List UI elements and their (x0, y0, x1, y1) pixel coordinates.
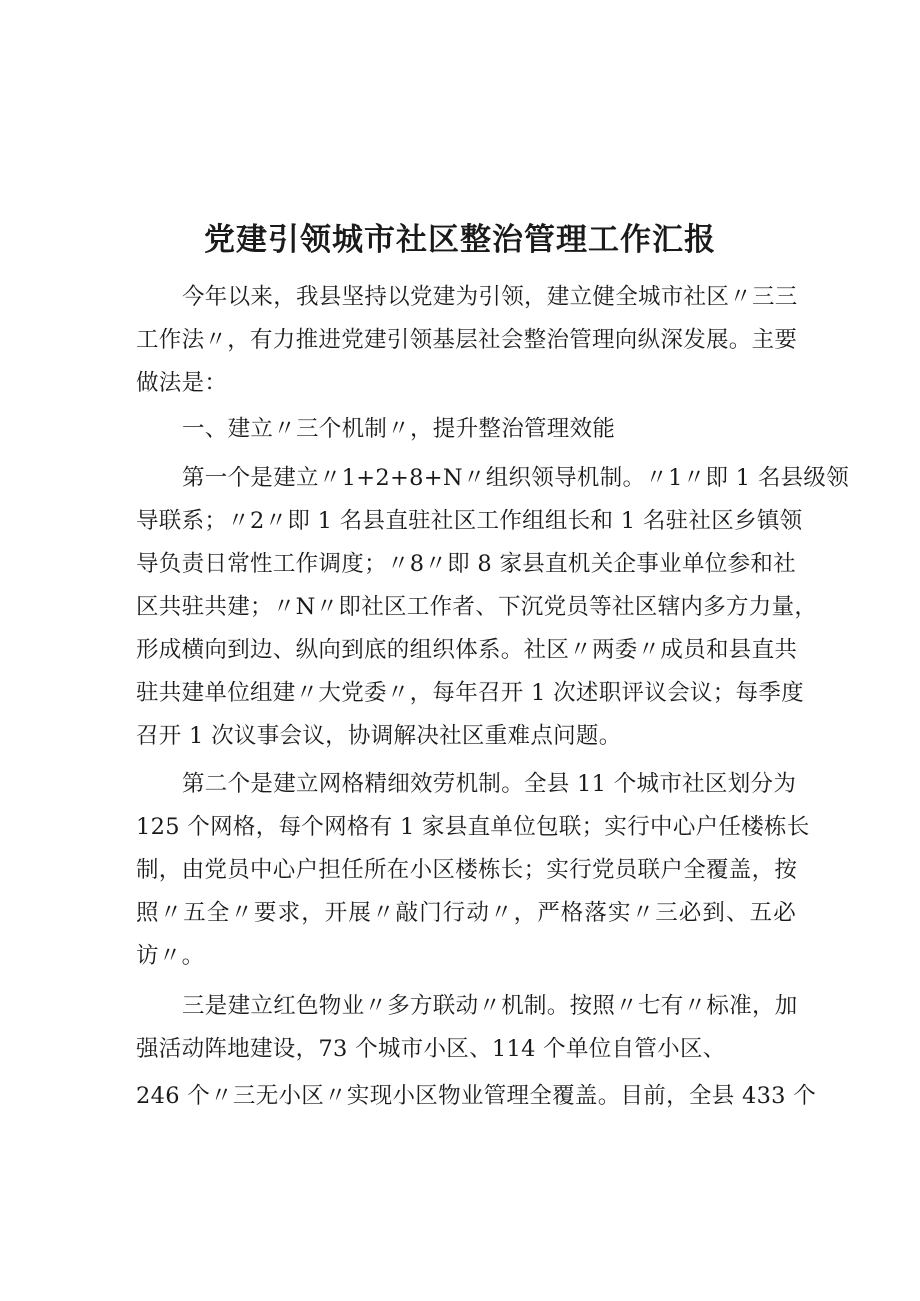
paragraph-line: 246 个〃三无小区〃实现小区物业管理全覆盖。目前，全县 433 个 (136, 1083, 817, 1109)
paragraph-line: 形成横向到边、纵向到底的组织体系。社区〃两委〃成员和县直共 (136, 637, 798, 663)
paragraph-line: 第一个是建立〃1+2+8+N〃组织领导机制。〃1〃即 1 名县级领 (182, 465, 850, 491)
paragraph-line: 强活动阵地建设，73 个城市小区、114 个单位自管小区、 (136, 1036, 726, 1062)
paragraph-line: 召开 1 次议事会议，协调解决社区重难点问题。 (136, 723, 622, 749)
paragraph-line: 工作法〃，有力推进党建引领基层社会整治管理向纵深发展。主要 (136, 327, 798, 353)
paragraph-line: 导负责日常性工作调度；〃8〃即 8 家县直机关企事业单位参和社 (136, 551, 796, 577)
paragraph-line: 做法是： (136, 370, 228, 396)
paragraph-line: 区共驻共建；〃N〃即社区工作者、下沉党员等社区辖内多方力量， (136, 594, 818, 620)
paragraph-line: 三是建立红色物业〃多方联动〃机制。按照〃七有〃标准，加 (182, 993, 798, 1019)
paragraph-line: 制，由党员中心户担任所在小区楼栋长；实行党员联户全覆盖，按 (136, 857, 798, 883)
paragraph-line: 驻共建单位组建〃大党委〃，每年召开 1 次述职评议会议；每季度 (136, 680, 804, 706)
section-heading: 一、建立〃三个机制〃，提升整治管理效能 (182, 416, 616, 442)
paragraph-line: 访〃。 (136, 943, 205, 969)
document-title: 党建引领城市社区整治管理工作汇报 (204, 222, 716, 258)
paragraph-line: 导联系；〃2〃即 1 名县直驻社区工作组组长和 1 名驻社区乡镇领 (136, 508, 803, 534)
paragraph-line: 第二个是建立网格精细效劳机制。全县 11 个城市社区划分为 (182, 771, 797, 797)
paragraph-line: 今年以来，我县坚持以党建为引领，建立健全城市社区〃三三 (182, 284, 798, 310)
paragraph-line: 125 个网格，每个网格有 1 家县直单位包联；实行中心户任楼栋长 (136, 814, 810, 840)
paragraph-line: 照〃五全〃要求，开展〃敲门行动〃，严格落实〃三必到、五必 (136, 900, 796, 926)
